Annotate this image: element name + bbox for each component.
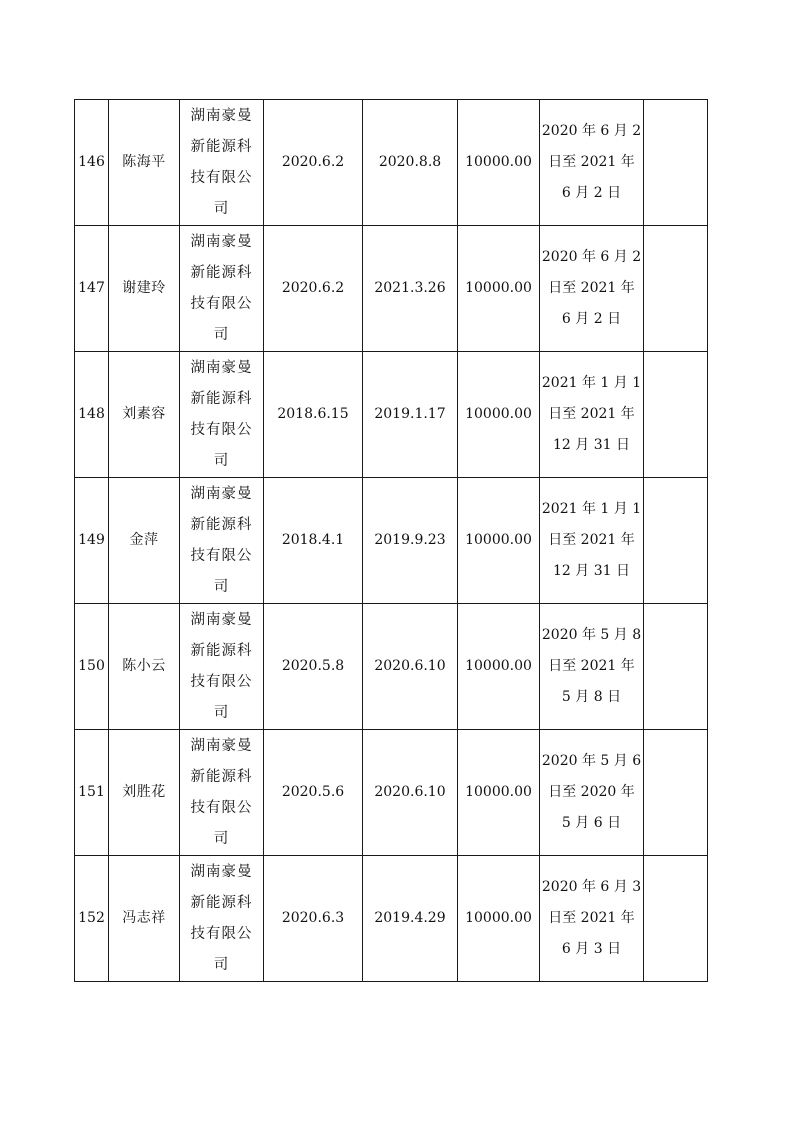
company-cell [180, 478, 264, 604]
period-cell [540, 226, 644, 352]
period-line: 日至 2021 年 [548, 532, 635, 548]
company-name-line: 新能源科 [190, 264, 253, 281]
period-line: 6 月 2 日 [561, 311, 622, 327]
table-row [75, 100, 708, 226]
start-date-cell: 2018.4.1 [264, 478, 363, 604]
period-line: 2020 年 5 月 6 [541, 753, 642, 769]
remark-cell [644, 352, 708, 478]
period-cell [540, 730, 644, 856]
period-line: 2020 年 6 月 2 [541, 123, 642, 139]
period-line: 2020 年 6 月 3 [541, 879, 642, 895]
period-line: 日至 2021 年 [548, 658, 635, 674]
end-date-cell: 2020.6.10 [363, 604, 458, 730]
period-line: 12 月 31 日 [553, 437, 630, 453]
period-line: 2020 年 5 月 8 [541, 627, 642, 643]
company-name-line: 司 [213, 956, 230, 973]
end-date-cell: 2019.9.23 [363, 478, 458, 604]
start-date-cell: 2020.5.8 [264, 604, 363, 730]
company-name-line: 新能源科 [190, 768, 253, 785]
person-name-cell: 谢建玲 [109, 226, 180, 352]
company-name-line: 湖南豪曼 [190, 611, 253, 628]
remark-cell [644, 604, 708, 730]
person-name-cell: 陈海平 [109, 100, 180, 226]
end-date-cell: 2020.8.8 [363, 100, 458, 226]
company-name-line: 司 [213, 200, 230, 217]
period-line: 6 月 3 日 [561, 941, 622, 957]
period-cell [540, 856, 644, 982]
period-line: 日至 2021 年 [548, 910, 635, 926]
company-cell [180, 604, 264, 730]
table-row [75, 352, 708, 478]
company-name-line: 新能源科 [190, 642, 253, 659]
period-line: 日至 2021 年 [548, 406, 635, 422]
company-name-line: 司 [213, 452, 230, 469]
company-name-line: 湖南豪曼 [190, 737, 253, 754]
end-date-cell: 2021.3.26 [363, 226, 458, 352]
table-row [75, 604, 708, 730]
period-line: 6 月 2 日 [561, 185, 622, 201]
amount-cell: 10000.00 [458, 478, 540, 604]
person-name-cell: 刘胜花 [109, 730, 180, 856]
end-date-cell: 2020.6.10 [363, 730, 458, 856]
company-name-line: 司 [213, 830, 230, 847]
table-row [75, 478, 708, 604]
company-name-line: 湖南豪曼 [190, 485, 253, 502]
company-name-line: 司 [213, 326, 230, 343]
row-number-cell: 147 [75, 226, 109, 352]
company-cell [180, 856, 264, 982]
amount-cell: 10000.00 [458, 604, 540, 730]
company-name-line: 新能源科 [190, 390, 253, 407]
remark-cell [644, 100, 708, 226]
period-line: 12 月 31 日 [553, 563, 630, 579]
table-row [75, 226, 708, 352]
remark-cell [644, 730, 708, 856]
row-number-cell: 152 [75, 856, 109, 982]
company-name-line: 技有限公 [190, 169, 253, 186]
table-body [75, 100, 708, 982]
company-name-line: 技有限公 [190, 925, 253, 942]
period-line: 2021 年 1 月 1 [541, 501, 642, 517]
row-number-cell: 151 [75, 730, 109, 856]
period-cell [540, 604, 644, 730]
period-line: 日至 2021 年 [548, 154, 635, 170]
company-name-line: 湖南豪曼 [190, 107, 253, 124]
company-name-line: 技有限公 [190, 673, 253, 690]
company-cell [180, 730, 264, 856]
company-name-line: 湖南豪曼 [190, 359, 253, 376]
period-line: 日至 2020 年 [548, 784, 635, 800]
row-number-cell: 150 [75, 604, 109, 730]
person-name-cell: 冯志祥 [109, 856, 180, 982]
amount-cell: 10000.00 [458, 730, 540, 856]
remark-cell [644, 226, 708, 352]
period-cell [540, 478, 644, 604]
company-name-line: 司 [213, 704, 230, 721]
period-line: 5 月 8 日 [561, 689, 622, 705]
start-date-cell: 2020.6.3 [264, 856, 363, 982]
start-date-cell: 2020.5.6 [264, 730, 363, 856]
period-line: 2021 年 1 月 1 [541, 375, 642, 391]
company-cell [180, 226, 264, 352]
company-name-line: 湖南豪曼 [190, 863, 253, 880]
amount-cell: 10000.00 [458, 352, 540, 478]
row-number-cell: 146 [75, 100, 109, 226]
period-cell [540, 352, 644, 478]
company-name-line: 司 [213, 578, 230, 595]
company-name-line: 湖南豪曼 [190, 233, 253, 250]
amount-cell: 10000.00 [458, 226, 540, 352]
person-name-cell: 金萍 [109, 478, 180, 604]
company-cell [180, 100, 264, 226]
start-date-cell: 2020.6.2 [264, 100, 363, 226]
company-name-line: 新能源科 [190, 894, 253, 911]
table-row [75, 856, 708, 982]
row-number-cell: 149 [75, 478, 109, 604]
records-table [74, 99, 708, 982]
remark-cell [644, 478, 708, 604]
period-line: 2020 年 6 月 2 [541, 249, 642, 265]
end-date-cell: 2019.1.17 [363, 352, 458, 478]
table-row [75, 730, 708, 856]
end-date-cell: 2019.4.29 [363, 856, 458, 982]
period-line: 日至 2021 年 [548, 280, 635, 296]
company-cell [180, 352, 264, 478]
row-number-cell: 148 [75, 352, 109, 478]
person-name-cell: 刘素容 [109, 352, 180, 478]
start-date-cell: 2020.6.2 [264, 226, 363, 352]
amount-cell: 10000.00 [458, 100, 540, 226]
company-name-line: 新能源科 [190, 138, 253, 155]
company-name-line: 新能源科 [190, 516, 253, 533]
amount-cell: 10000.00 [458, 856, 540, 982]
remark-cell [644, 856, 708, 982]
company-name-line: 技有限公 [190, 547, 253, 564]
company-name-line: 技有限公 [190, 421, 253, 438]
period-line: 5 月 6 日 [561, 815, 622, 831]
period-cell [540, 100, 644, 226]
company-name-line: 技有限公 [190, 295, 253, 312]
start-date-cell: 2018.6.15 [264, 352, 363, 478]
company-name-line: 技有限公 [190, 799, 253, 816]
person-name-cell: 陈小云 [109, 604, 180, 730]
